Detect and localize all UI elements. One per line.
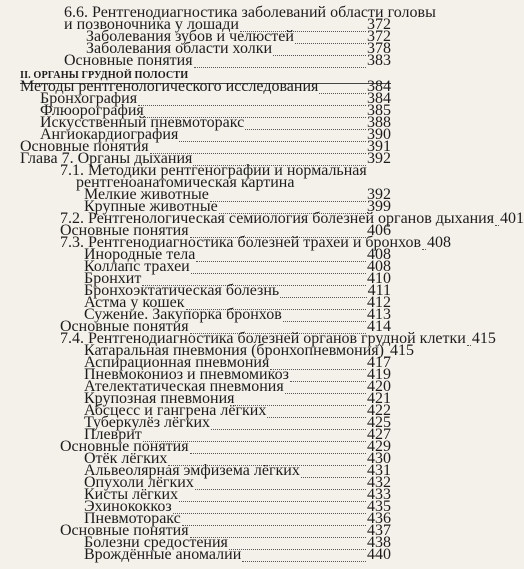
page-number: 378: [367, 40, 391, 57]
page-number: 385: [367, 102, 391, 119]
page-number: 412: [367, 294, 391, 311]
toc-entry-text: Плеврит: [84, 426, 142, 443]
page-number: 415: [471, 330, 496, 347]
page-number: 392: [367, 150, 391, 167]
toc-entry-text: Бронхит: [84, 270, 142, 287]
toc-entry-text: Заболевания области холки: [86, 40, 273, 57]
toc-entry-text: рентгеноанатомическая картина: [76, 174, 295, 191]
page-number: 417: [367, 354, 391, 371]
toc-entry-text: Отёк лёгких: [84, 450, 168, 467]
leader-dots: [196, 261, 366, 262]
toc-entry-text: Заболевания зубов и челюстей: [86, 28, 294, 45]
page-number: 384: [367, 78, 391, 95]
page-number: 430: [367, 450, 391, 467]
leader-dots: [495, 225, 499, 226]
toc-entry-text: Аспирационная пневмония: [84, 354, 270, 371]
toc-entry-text: Крупные животные: [84, 198, 218, 215]
page-number: 438: [367, 534, 391, 551]
leader-dots: [467, 345, 471, 346]
page-number: 410: [367, 270, 391, 287]
page-number: 415: [389, 342, 414, 359]
leader-dots: [182, 525, 366, 526]
page-number: 408: [367, 258, 391, 275]
page-number: 392: [367, 186, 391, 203]
toc-entry-text: Крупозная пневмония: [84, 390, 235, 407]
page-number: 406: [367, 222, 391, 239]
page-number: 372: [367, 16, 391, 33]
leader-dots: [190, 453, 366, 454]
leader-dots: [195, 489, 366, 490]
leader-dots: [173, 513, 366, 514]
leader-dots: [229, 549, 366, 550]
page-number: 411: [367, 282, 391, 299]
toc-entry-text: 7.1. Методики рентгенографии и нормальная: [60, 162, 367, 179]
page-number: 420: [367, 378, 391, 395]
page-number: 372: [367, 28, 391, 45]
toc-entry-text: Искусственный пневмоторакс: [40, 114, 245, 131]
page-number: 437: [367, 522, 391, 539]
toc-entry-text: Основные понятия: [60, 318, 189, 335]
toc-entry-text: 7.3. Рентгенодиагностика болезней трахеи и бронхов: [60, 234, 422, 251]
page-number: 427: [367, 426, 391, 443]
leader-dots: [290, 381, 366, 382]
toc-entry-text: 7.2. Рентгенологическая семиология болезней органов дыхания: [60, 210, 495, 227]
leader-dots: [280, 297, 366, 298]
page-number: 399: [367, 198, 391, 215]
toc-entry-text: Кисты лёгких: [84, 486, 179, 503]
page-number: 435: [367, 498, 391, 515]
leader-dots: [295, 43, 366, 44]
leader-dots: [319, 93, 366, 94]
toc-entry-text: Эхинококкоз: [84, 498, 172, 515]
page-number: 419: [367, 366, 391, 383]
toc-entry-text: и позвоночника у лошади: [64, 16, 239, 33]
leader-dots: [285, 393, 366, 394]
toc-entry-text: Флюорография: [40, 102, 144, 119]
toc-entry-text: Основные понятия: [60, 438, 189, 455]
toc-entry: [84, 546, 391, 564]
page-number: 408: [367, 246, 391, 263]
page-number: 436: [367, 510, 391, 527]
page-number: 433: [367, 486, 391, 503]
toc-entry-text: Мелкие животные: [84, 186, 209, 203]
page-number: 422: [367, 402, 391, 419]
toc-entry-text: Болезни средостения: [84, 534, 228, 551]
toc-entry-text: Пневмокониоз и пневмомикоз: [84, 366, 289, 383]
leader-dots: [242, 561, 366, 562]
page-number: 432: [367, 474, 391, 491]
leader-dots: [179, 141, 366, 142]
toc-entry-text: Бронхография: [40, 90, 138, 107]
toc-entry-text: Инородные тела: [84, 246, 196, 263]
toc-entry-text: Ателектатическая пневмония: [84, 378, 284, 395]
leader-dots: [422, 249, 426, 250]
leader-dots: [273, 55, 366, 56]
toc-entry-text: Основные понятия: [60, 222, 189, 239]
page-number: 401: [500, 210, 524, 227]
toc-entry-text: 7.4. Рентгенодиагностика болезней органов грудной клетки: [60, 330, 466, 347]
page-number: 388: [367, 114, 391, 131]
leader-dots: [194, 67, 366, 68]
toc-entry-text: Основные понятия: [20, 138, 149, 155]
toc-entry-text: Основные понятия: [60, 522, 189, 539]
page-number: 390: [367, 126, 391, 143]
leader-dots: [211, 429, 366, 430]
page-number: 421: [367, 390, 391, 407]
leader-dots: [267, 417, 366, 418]
toc-entry-text: Катаральная пневмония (бронхопневмония): [84, 342, 384, 359]
leader-dots: [283, 321, 366, 322]
leader-dots: [301, 477, 366, 478]
toc-entry-text: Глава 7. Органы дыхания: [20, 150, 193, 167]
leader-dots: [138, 105, 366, 106]
toc-entry-text: Коллапс трахеи: [84, 258, 190, 275]
page-number: 431: [367, 462, 391, 479]
page-number: 384: [367, 90, 391, 107]
toc-entry: [64, 52, 391, 70]
toc-entry-text: Пневмоторакс: [84, 510, 181, 527]
toc-entry-text: Альвеолярная эмфизема лёгких: [84, 462, 300, 479]
toc-entry-text: Врождённые аномалии: [84, 546, 242, 563]
leader-dots: [179, 501, 366, 502]
leader-dots: [245, 129, 366, 130]
leader-dots: [210, 201, 366, 202]
toc-entry-text: Бронхоэктатическая болезнь: [84, 282, 280, 299]
page-number: 414: [367, 318, 391, 335]
section-title: II. ОРГАНЫ ГРУДНОЙ ПОЛОСТИ: [20, 70, 189, 81]
toc-entry-text: Опухоли лёгких: [84, 474, 194, 491]
toc-entry-text: Ангиокардиография: [40, 126, 179, 143]
toc-entry-text: 6.6. Рентгенодиагностика заболеваний области головы: [64, 4, 436, 21]
toc-entry-text: Астма у кошек: [84, 294, 185, 311]
page-number: 413: [367, 306, 391, 323]
page-number: 429: [367, 438, 391, 455]
toc-entry-text: Туберкулёз лёгких: [84, 414, 211, 431]
page-number: 408: [427, 234, 452, 251]
toc-entry-text: Абсцесс и гангрена лёгких: [84, 402, 267, 419]
toc-entry-text: Основные понятия: [64, 52, 193, 69]
leader-dots: [191, 273, 366, 274]
toc-entry-text: Методы рентгенологического исследования: [20, 78, 319, 95]
page-number: 440: [367, 546, 391, 563]
page-number: 383: [367, 52, 391, 69]
toc-entry-text: Сужение. Закупорка бронхов: [84, 306, 282, 323]
page-number: 425: [367, 414, 391, 431]
page-number: 391: [367, 138, 391, 155]
